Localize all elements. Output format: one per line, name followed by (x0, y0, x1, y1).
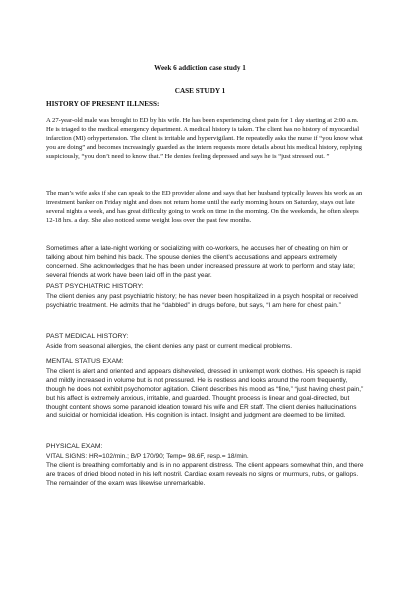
past-psych-text: The client denies any past psychiatric history; he has never been hospitalized in a psych hospital or received psychiatric treatment. He admits that he “dabbled” in drugs before, but says, “I am here for chest pain.” (46, 292, 358, 309)
physical-exam-heading: PHYSICAL EXAM: (46, 443, 103, 450)
hpi-paragraph-3-block (46, 245, 364, 281)
vital-signs: VITAL SIGNS: HR=102/min.; B/P 170/90; Temp= 98.6F, resp.= 18/min. (46, 452, 249, 460)
physical-exam-section (46, 443, 364, 489)
hpi-paragraph-1: A 27-year-old male was brought to ED by his wife. He has been experiencing chest pain for 1 day starting at 2:00 a.m. He is triaged to the medical emergency department. A medical history is taken. The client has no history of myocardial infarction (MI) orhypertension. The client is irritable and hypervigilant. He repeatedly asks the nurse if “you know what you are doing” and becomes increasingly guarded as the intern requests more details about his medical history, replying suspiciously, “you don’t need to know that.” He denies feeling depressed and says he is “just stressed out. ” (46, 117, 363, 160)
mental-status-section (46, 358, 364, 421)
mental-status-text: The client is alert and oriented and appears disheveled, dressed in unkempt work clothes. His speech is rapid and mildly increased in volume but is not pressured. He is restless and looks around the room frequently, though he does not exhibit psychomotor agitation. Client describes his mood as “fine,” “just having chest pain,” but his affect is extremely anxious, irritable, and guarded. Thought process is linear and goal-directed, but thought content shows some paranoid ideation toward his wife and ER staff. The client denies hallucinations and suicidal or homicidal ideation. His cognition is intact. Insight and judgment are deemed to be limited. (46, 367, 364, 420)
history-heading: HISTORY OF PRESENT ILLNESS: (46, 100, 160, 108)
past-medical-heading: PAST MEDICAL HISTORY: (46, 333, 129, 340)
past-medical-text: Aside from seasonal allergies, the client denies any past or current medical problems. (46, 342, 293, 350)
physical-exam-text: The client is breathing comfortably and is in no apparent distress. The client appears somewhat thin, and there are traces of dried blood noted in his left nostril. Cardiac exam reveals no signs or murmurs, rubs, or gallops. The remainder of the exam was likewise unremarkable. (46, 461, 364, 487)
past-medical-section (46, 333, 364, 352)
hpi-paragraph-3: Sometimes after a late-night working or socializing with co-workers, he accuses her of cheating on him or talking about him behind his back. The spouse denies the client’s accusations and appears extremely concerned. She acknowledges that he has been under increased pressure at work to perform and stay late; several friends at work have been laid off in the past year. (46, 245, 355, 279)
past-psych-heading: PAST PSYCHIATRIC HISTORY: (46, 283, 144, 290)
document-title: Week 6 addiction case study 1 (154, 64, 246, 72)
mental-status-heading: MENTAL STATUS EXAM: (46, 358, 124, 365)
hpi-paragraph-2: The man’s wife asks if she can speak to the ED provider alone and says that her husband typically leaves his work as an investment banker on Friday night and does not return home until the early morning hours on Saturday, stays out late several nights a week, and has great difficulty going to work on time in the morning. On the weekends, he often sleeps 12-18 hrs. a day. She also noticed some weight loss over the past few months. (46, 190, 363, 224)
case-title: CASE STUDY 1 (174, 87, 226, 95)
past-psych-section (46, 283, 364, 311)
